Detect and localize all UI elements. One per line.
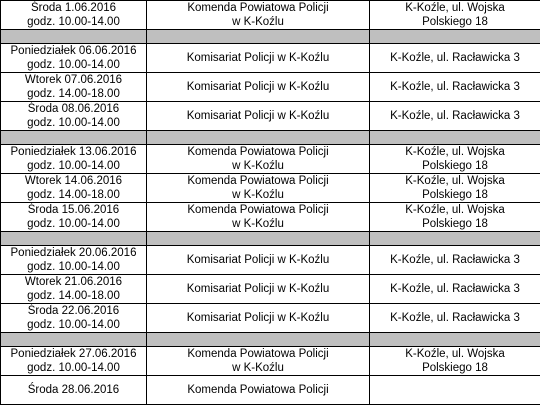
table-row: [1, 1, 540, 30]
separator-cell: [147, 232, 370, 246]
date-text: Wtorek 21.06.2016: [24, 276, 123, 288]
address-cell: [370, 1, 540, 30]
police-unit-text: Komenda Powiatowa Policji: [187, 146, 329, 158]
date-text: Środa 08.06.2016: [27, 103, 120, 115]
address-text: K-Koźle, ul. Wojska: [405, 146, 505, 158]
police-unit-text: w K-Koźlu: [232, 362, 284, 374]
table-row: [1, 44, 540, 73]
table-row: [1, 376, 540, 405]
date-cell: [1, 275, 147, 304]
date-text: Wtorek 07.06.2016: [24, 74, 123, 86]
police-unit-text: Komenda Powiatowa Policji: [187, 384, 329, 396]
date-text: Wtorek 14.06.2016: [24, 175, 123, 187]
separator-cell: [147, 30, 370, 44]
police-unit-cell: [147, 203, 370, 232]
date-text: Poniedziałek 13.06.2016: [10, 146, 137, 158]
police-unit-cell: [147, 1, 370, 30]
address-cell: [370, 304, 540, 333]
separator-cell: [370, 232, 540, 246]
date-cell: [1, 304, 147, 333]
address-cell: [370, 102, 540, 131]
address-cell: [370, 347, 540, 376]
date-cell: [1, 347, 147, 376]
week-separator-row: [1, 232, 540, 246]
police-unit-cell: [147, 174, 370, 203]
date-text: Środa 28.06.2016: [27, 384, 120, 396]
address-text: K-Koźle, ul. Racławicka 3: [390, 283, 520, 295]
date-cell: [1, 246, 147, 275]
police-unit-cell: [147, 102, 370, 131]
police-unit-text: Komenda Powiatowa Policji: [187, 2, 329, 14]
hours-text: godz. 10.00-14.00: [27, 160, 120, 172]
table-row: [1, 73, 540, 102]
address-cell: [370, 203, 540, 232]
police-unit-cell: [147, 145, 370, 174]
date-text: Środa 1.06.2016: [30, 2, 117, 14]
hours-text: godz. 10.00-14.00: [27, 59, 120, 71]
police-unit-cell: [147, 44, 370, 73]
table-row: [1, 174, 540, 203]
police-unit-text: Komenda Powiatowa Policji: [187, 175, 329, 187]
date-cell: [1, 174, 147, 203]
address-text: K-Koźle, ul. Racławicka 3: [390, 110, 520, 122]
date-cell: [1, 145, 147, 174]
date-cell: [1, 102, 147, 131]
separator-cell: [147, 333, 370, 347]
hours-text: godz. 14.00-18.00: [27, 189, 120, 201]
hours-text: godz. 14.00-18.00: [27, 88, 120, 100]
hours-text: godz. 10.00-14.00: [27, 261, 120, 273]
address-cell: [370, 145, 540, 174]
hours-text: godz. 10.00-14.00: [27, 16, 120, 28]
hours-text: godz. 14.00-18.00: [27, 290, 120, 302]
separator-cell: [370, 131, 540, 145]
police-unit-cell: [147, 347, 370, 376]
police-unit-text: w K-Koźlu: [232, 160, 284, 172]
date-text: Środa 15.06.2016: [27, 204, 120, 216]
address-text: Polskiego 18: [422, 189, 488, 201]
table-row: [1, 246, 540, 275]
separator-cell: [1, 131, 147, 145]
police-unit-text: Komisariat Policji w K-Koźlu: [186, 312, 330, 324]
address-text: K-Koźle, ul. Racławicka 3: [390, 312, 520, 324]
police-unit-cell: [147, 304, 370, 333]
date-text: Środa 22.06.2016: [27, 305, 120, 317]
date-cell: [1, 44, 147, 73]
week-separator-row: [1, 333, 540, 347]
address-text: Polskiego 18: [422, 218, 488, 230]
police-unit-text: Komenda Powiatowa Policji: [187, 348, 329, 360]
date-cell: [1, 73, 147, 102]
police-unit-cell: [147, 376, 370, 405]
week-separator-row: [1, 30, 540, 44]
date-cell: [1, 203, 147, 232]
date-text: Poniedziałek 06.06.2016: [10, 45, 137, 57]
hours-text: godz. 10.00-14.00: [27, 362, 120, 374]
address-text: K-Koźle, ul. Wojska: [405, 175, 505, 187]
date-text: Poniedziałek 27.06.2016: [10, 348, 137, 360]
table-row: [1, 102, 540, 131]
address-text: K-Koźle, ul. Racławicka 3: [390, 52, 520, 64]
date-text: Poniedziałek 20.06.2016: [10, 247, 137, 259]
police-unit-text: Komenda Powiatowa Policji: [187, 204, 329, 216]
table-row: [1, 275, 540, 304]
address-text: Polskiego 18: [422, 16, 488, 28]
address-text: K-Koźle, ul. Wojska: [405, 204, 505, 216]
separator-cell: [1, 232, 147, 246]
table-row: [1, 304, 540, 333]
address-text: K-Koźle, ul. Wojska: [405, 348, 505, 360]
table-row: [1, 347, 540, 376]
police-unit-text: w K-Koźlu: [232, 16, 284, 28]
week-separator-row: [1, 131, 540, 145]
hours-text: godz. 10.00-14.00: [27, 319, 120, 331]
address-cell: [370, 44, 540, 73]
address-text: K-Koźle, ul. Racławicka 3: [390, 254, 520, 266]
separator-cell: [370, 333, 540, 347]
address-text: Polskiego 18: [422, 362, 488, 374]
police-unit-text: Komisariat Policji w K-Koźlu: [186, 52, 330, 64]
separator-cell: [147, 131, 370, 145]
hours-text: godz. 10.00-14.00: [27, 117, 120, 129]
address-cell: [370, 174, 540, 203]
table-row: [1, 203, 540, 232]
police-unit-text: Komisariat Policji w K-Koźlu: [186, 110, 330, 122]
date-cell: [1, 1, 147, 30]
address-text: K-Koźle, ul. Wojska: [405, 2, 505, 14]
police-unit-text: Komisariat Policji w K-Koźlu: [186, 81, 330, 93]
police-unit-cell: [147, 246, 370, 275]
separator-cell: [370, 30, 540, 44]
address-cell: [370, 73, 540, 102]
table-row: [1, 145, 540, 174]
address-cell: [370, 246, 540, 275]
separator-cell: [1, 30, 147, 44]
date-cell: [1, 376, 147, 405]
separator-cell: [1, 333, 147, 347]
schedule-table-body: [1, 0, 540, 405]
police-unit-text: w K-Koźlu: [232, 189, 284, 201]
police-unit-cell: [147, 275, 370, 304]
address-cell: [370, 376, 540, 405]
police-unit-text: w K-Koźlu: [232, 218, 284, 230]
police-unit-cell: [147, 73, 370, 102]
police-unit-text: Komisariat Policji w K-Koźlu: [186, 254, 330, 266]
hours-text: godz. 10.00-14.00: [27, 218, 120, 230]
address-text: K-Koźle, ul. Racławicka 3: [390, 81, 520, 93]
police-unit-text: Komisariat Policji w K-Koźlu: [186, 283, 330, 295]
address-cell: [370, 275, 540, 304]
address-text: Polskiego 18: [422, 160, 488, 172]
